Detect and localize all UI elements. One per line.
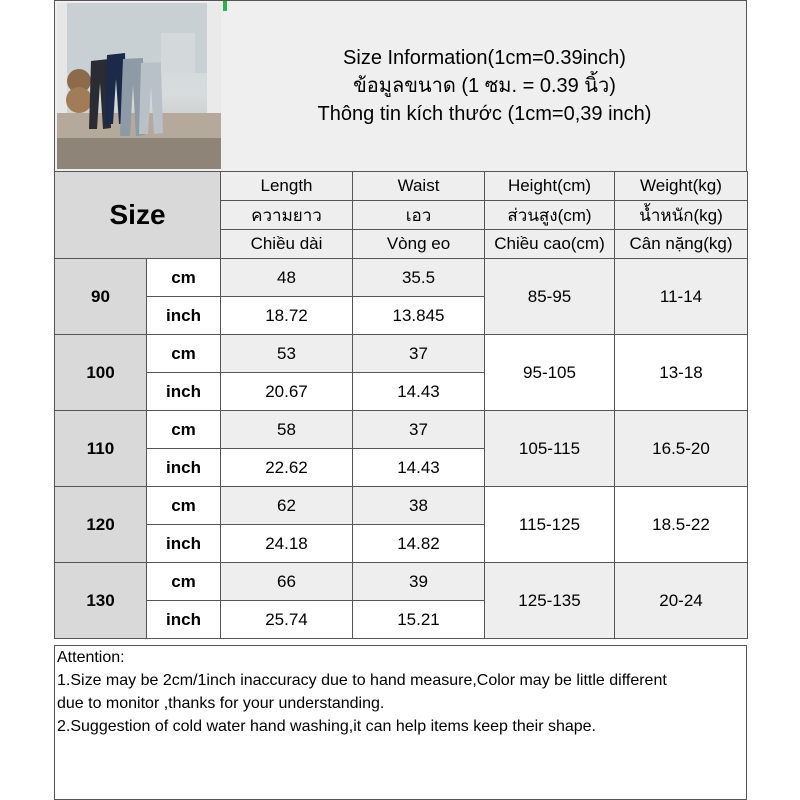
- size-110-label: 110: [55, 411, 147, 487]
- size-table: [54, 171, 748, 639]
- unit-cm: cm: [147, 335, 221, 373]
- title-english: Size Information(1cm=0.39inch): [343, 47, 626, 69]
- table-row: [55, 259, 748, 297]
- attention-title: Attention:: [57, 649, 125, 666]
- size-90-label: 90: [55, 259, 147, 335]
- col-height-vi: Chiều cao(cm): [485, 230, 615, 259]
- col-weight-vi: Cân nặng(kg): [615, 230, 748, 259]
- attention-box: [54, 645, 747, 800]
- waist-cm-cell: 39: [353, 563, 485, 601]
- table-row: [55, 335, 748, 373]
- col-waist-th: เอว: [353, 201, 485, 230]
- unit-cm: cm: [147, 411, 221, 449]
- unit-inch: inch: [147, 297, 221, 335]
- attention-line-3: 2.Suggestion of cold water hand washing,it can help items keep their shape.: [57, 718, 596, 735]
- col-length-en: Length: [221, 172, 353, 201]
- product-photo-illustration: [57, 3, 221, 169]
- col-height-en: Height(cm): [485, 172, 615, 201]
- unit-inch: inch: [147, 449, 221, 487]
- waist-inch-cell: 13.845: [353, 297, 485, 335]
- col-waist-vi: Vòng eo: [353, 230, 485, 259]
- size-header: Size: [55, 172, 221, 259]
- waist-inch-cell: 14.82: [353, 525, 485, 563]
- table-row: [55, 563, 748, 601]
- unit-cm: cm: [147, 563, 221, 601]
- col-height-th: ส่วนสูง(cm): [485, 201, 615, 230]
- product-photo: [57, 3, 221, 169]
- height-cell: 115-125: [485, 487, 615, 563]
- attention-line-2: due to monitor ,thanks for your understanding.: [57, 695, 385, 712]
- height-cell: 95-105: [485, 335, 615, 411]
- weight-cell: 16.5-20: [615, 411, 748, 487]
- title-thai: ข้อมูลขนาด (1 ซม. = 0.39 นิ้ว): [353, 75, 616, 97]
- header-box: [54, 0, 747, 172]
- waist-inch-cell: 14.43: [353, 449, 485, 487]
- col-length-vi: Chiều dài: [221, 230, 353, 259]
- attention-line-1: 1.Size may be 2cm/1inch inaccuracy due to hand measure,Color may be little different: [57, 672, 667, 689]
- col-waist-en: Waist: [353, 172, 485, 201]
- size-120-label: 120: [55, 487, 147, 563]
- weight-cell: 20-24: [615, 563, 748, 639]
- length-inch-cell: 24.18: [221, 525, 353, 563]
- length-inch-cell: 18.72: [221, 297, 353, 335]
- length-cm-cell: 58: [221, 411, 353, 449]
- table-row: [55, 487, 748, 525]
- title-area: [223, 1, 746, 171]
- waist-inch-cell: 14.43: [353, 373, 485, 411]
- length-cm-cell: 53: [221, 335, 353, 373]
- unit-inch: inch: [147, 525, 221, 563]
- col-weight-th: น้ำหนัก(kg): [615, 201, 748, 230]
- height-cell: 105-115: [485, 411, 615, 487]
- size-100-label: 100: [55, 335, 147, 411]
- waist-cm-cell: 37: [353, 335, 485, 373]
- waist-cm-cell: 35.5: [353, 259, 485, 297]
- weight-cell: 11-14: [615, 259, 748, 335]
- waist-inch-cell: 15.21: [353, 601, 485, 639]
- col-weight-en: Weight(kg): [615, 172, 748, 201]
- height-cell: 125-135: [485, 563, 615, 639]
- size-130-label: 130: [55, 563, 147, 639]
- waist-cm-cell: 38: [353, 487, 485, 525]
- length-inch-cell: 22.62: [221, 449, 353, 487]
- weight-cell: 13-18: [615, 335, 748, 411]
- table-row: [55, 411, 748, 449]
- length-inch-cell: 20.67: [221, 373, 353, 411]
- height-cell: 85-95: [485, 259, 615, 335]
- length-cm-cell: 66: [221, 563, 353, 601]
- unit-inch: inch: [147, 601, 221, 639]
- unit-inch: inch: [147, 373, 221, 411]
- length-cm-cell: 62: [221, 487, 353, 525]
- waist-cm-cell: 37: [353, 411, 485, 449]
- unit-cm: cm: [147, 487, 221, 525]
- weight-cell: 18.5-22: [615, 487, 748, 563]
- length-inch-cell: 25.74: [221, 601, 353, 639]
- size-chart-sheet: [54, 0, 747, 800]
- col-length-th: ความยาว: [221, 201, 353, 230]
- title-vietnamese: Thông tin kích thước (1cm=0,39 inch): [317, 103, 652, 125]
- length-cm-cell: 48: [221, 259, 353, 297]
- unit-cm: cm: [147, 259, 221, 297]
